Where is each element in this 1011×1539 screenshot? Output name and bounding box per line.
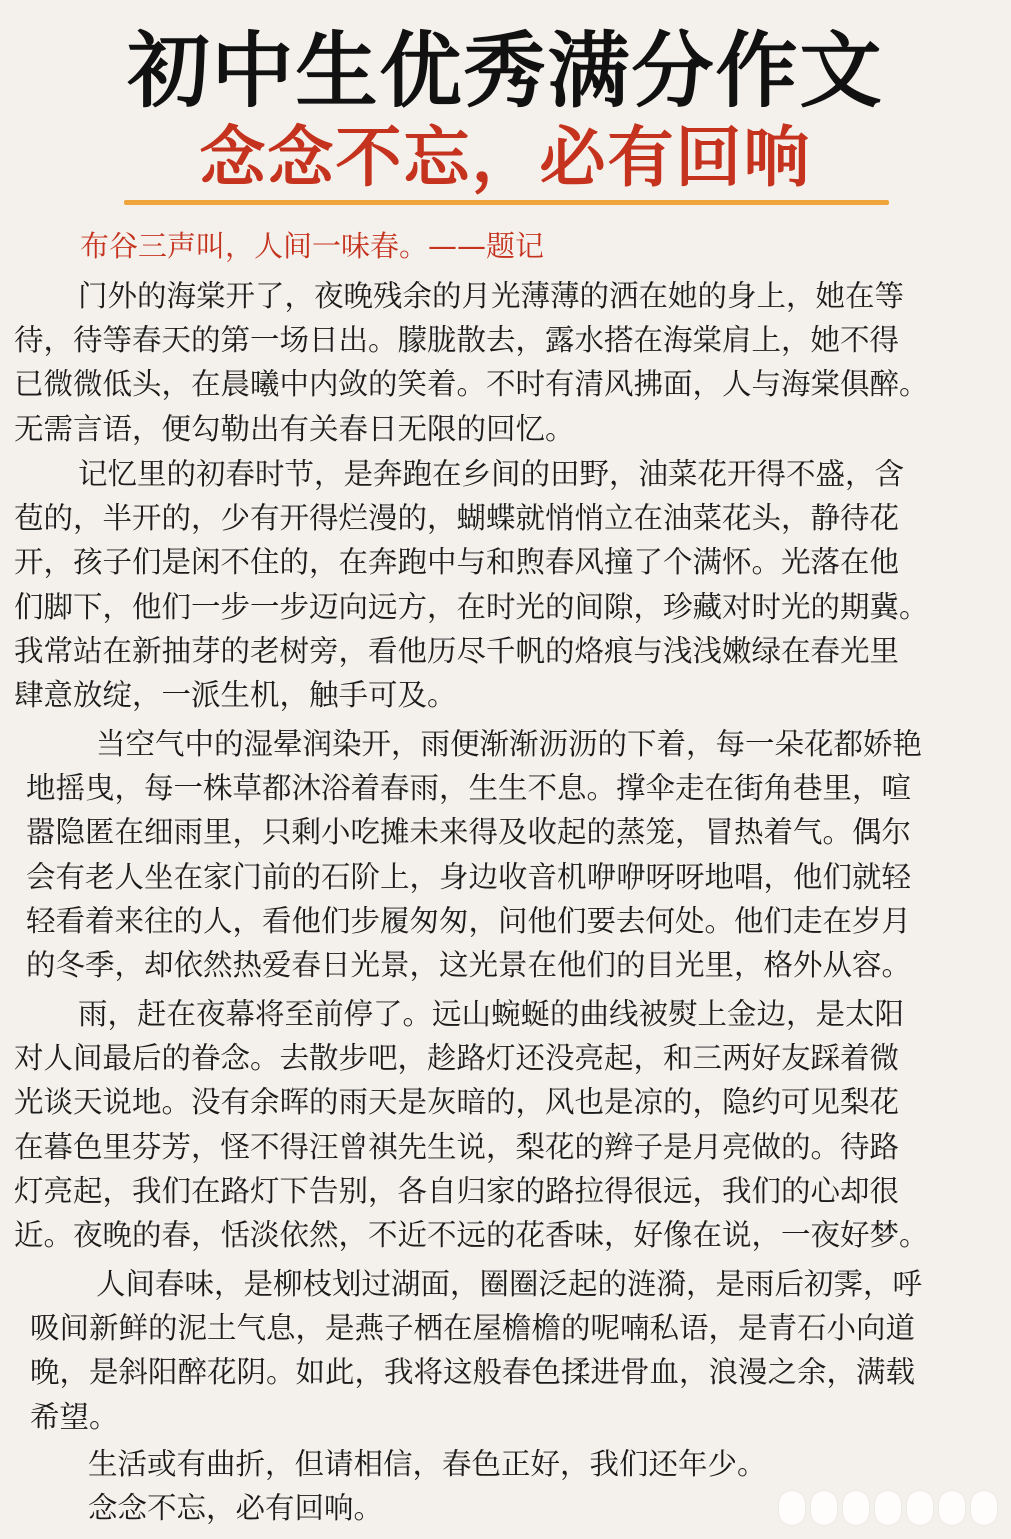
- paragraph-line: 已微微低头，在晨曦中内敛的笑着。不时有清风拂面，人与海棠俱醉。: [14, 367, 929, 402]
- paragraph-line: 待，待等春天的第一场日出。朦胧散去，露水搭在海棠肩上，她不得: [14, 323, 900, 358]
- title-divider: [124, 200, 889, 205]
- page-title: 初中生优秀满分作文: [127, 24, 884, 119]
- paragraph-line: 嚣隐匿在细雨里，只剩小吃摊未来得及收起的蒸笼，冒热着气。偶尔: [26, 815, 912, 850]
- paragraph-line: 当空气中的湿晕润染开，雨便渐渐沥沥的下着，每一朵花都娇艳: [96, 727, 923, 761]
- paragraph-line: 雨，赶在夜幕将至前停了。远山蜿蜒的曲线被熨上金边，是太阳: [78, 997, 905, 1031]
- paragraph-line: 吸间新鲜的泥土气息，是燕子栖在屋檐檐的呢喃私语，是青石小向道: [30, 1311, 916, 1346]
- paragraph-line: 生活或有曲折，但请相信，春色正好，我们还年少。: [88, 1447, 767, 1481]
- paragraph-line: 晚，是斜阳醉花阴。如此，我将这般春色揉进骨血，浪漫之余，满载: [30, 1355, 916, 1390]
- essay-paragraph-2: [14, 452, 929, 717]
- essay-paragraph-6: [88, 1442, 767, 1486]
- paragraph-line: 念念不忘，必有回响。: [88, 1491, 384, 1525]
- paragraph-line: 记忆里的初春时节，是奔跑在乡间的田野，油菜花开得不盛，含: [78, 457, 905, 491]
- essay-paragraph-3: [26, 722, 922, 987]
- paragraph-line: 对人间最后的眷念。去散步吧，趁路灯还没亮起，和三两好友踩着微: [14, 1041, 900, 1076]
- paragraph-line: 轻看着来往的人，看他们步履匆匆，问他们要去何处。他们走在岁月: [26, 903, 912, 938]
- page-subtitle: 念念不忘，必有回响: [199, 119, 812, 196]
- paragraph-line: 地摇曳，每一株草都沐浴着春雨，生生不息。撑伞走在街角巷里，喧: [26, 771, 912, 806]
- paragraph-line: 光谈天说地。没有余晖的雨天是灰暗的，风也是凉的，隐约可见梨花: [14, 1085, 900, 1120]
- paragraph-line: 希望。: [30, 1399, 119, 1434]
- paragraph-line: 人间春味，是柳枝划过湖面，圈圈泛起的涟漪，是雨后初霁，呼: [96, 1267, 923, 1301]
- paragraph-line: 会有老人坐在家门前的石阶上，身边收音机咿咿呀呀地唱，他们就轻: [26, 859, 912, 894]
- paragraph-line: 我常站在新抽芽的老树旁，看他历尽千帆的烙痕与浅浅嫩绿在春光里: [14, 633, 900, 668]
- paragraph-line: 门外的海棠开了，夜晚残余的月光薄薄的洒在她的身上，她在等: [78, 279, 905, 313]
- watermark: [779, 1491, 997, 1525]
- essay-paragraph-5: [30, 1262, 922, 1439]
- essay-paragraph-1: [14, 274, 929, 451]
- paragraph-line: 们脚下，他们一步一步迈向远方，在时光的间隙，珍藏对时光的期冀。: [14, 589, 929, 624]
- paragraph-line: 肆意放绽，一派生机，触手可及。: [14, 678, 457, 713]
- paragraph-line: 近。夜晚的春，恬淡依然，不近不远的花香味，好像在说，一夜好梦。: [14, 1218, 929, 1253]
- paragraph-line: 开，孩子们是闲不住的，在奔跑中与和煦春风撞了个满怀。光落在他: [14, 545, 900, 580]
- essay-paragraph-4: [14, 992, 929, 1257]
- paragraph-line: 无需言语，便勾勒出有关春日无限的回忆。: [14, 411, 575, 446]
- paragraph-line: 的冬季，却依然热爱春日光景，这光景在他们的目光里，格外从容。: [26, 948, 912, 983]
- paragraph-line: 苞的，半开的，少有开得烂漫的，蝴蝶就悄悄立在油菜花头，静待花: [14, 501, 900, 536]
- essay-paragraph-7: [88, 1486, 383, 1530]
- paragraph-line: 灯亮起，我们在路灯下告别，各自归家的路拉得很远，我们的心却很: [14, 1173, 900, 1208]
- epigraph: 布谷三声叫，人间一味春。——题记: [80, 229, 545, 263]
- paragraph-line: 在暮色里芬芳，怪不得汪曾祺先生说，梨花的辫子是月亮做的。待路: [14, 1129, 900, 1164]
